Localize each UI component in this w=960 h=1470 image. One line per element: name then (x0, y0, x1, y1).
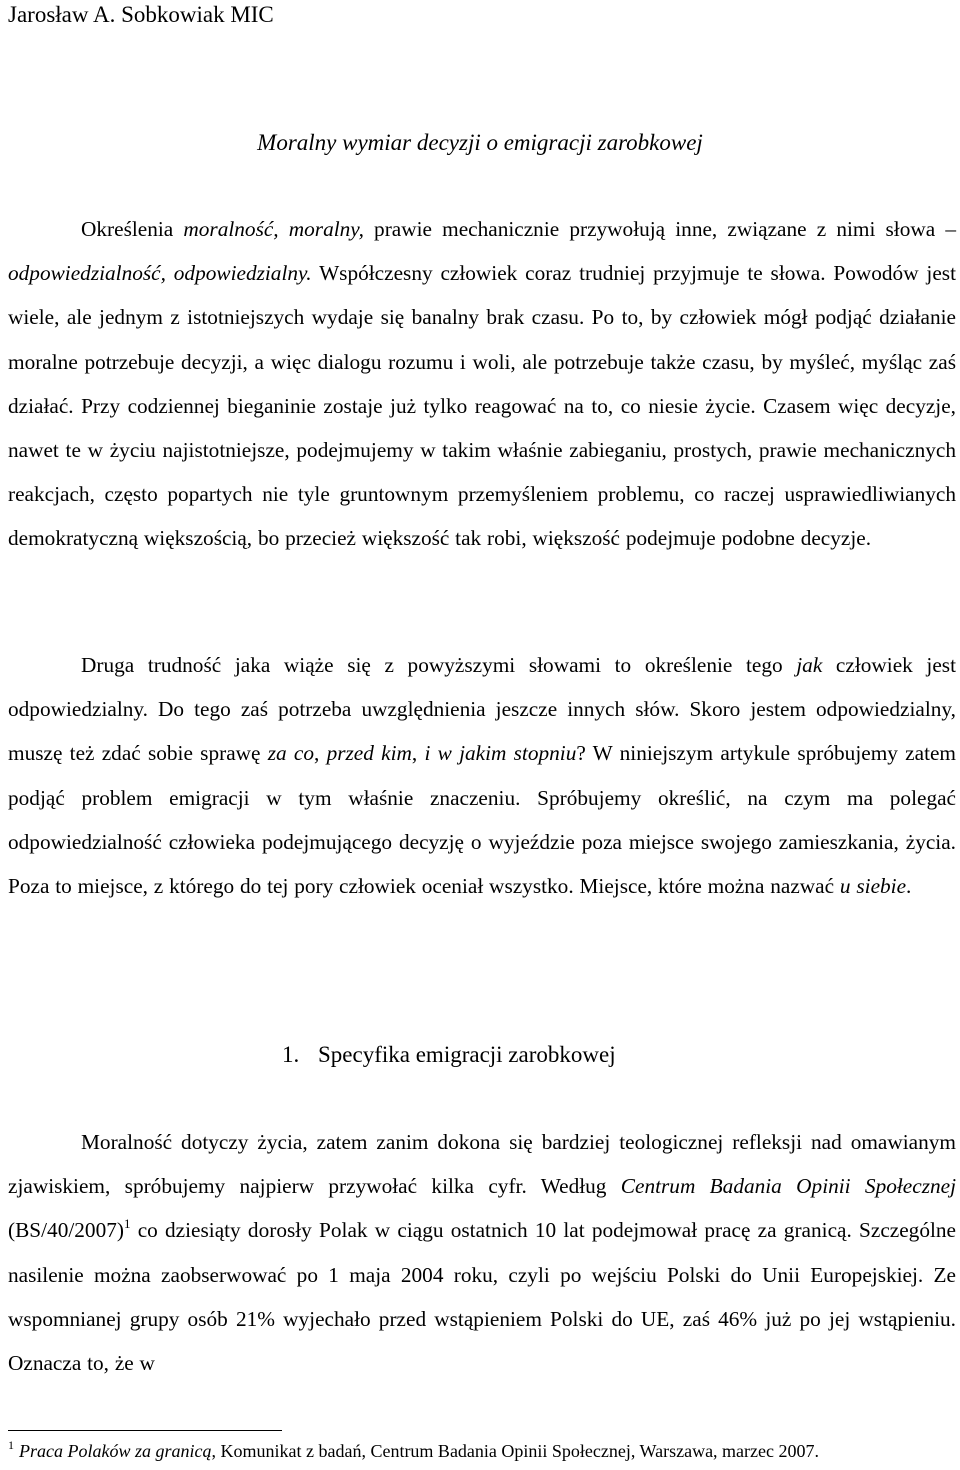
p2-italic: za co (267, 741, 314, 766)
section-number: 1. (282, 1042, 300, 1067)
footnote-marker: 1 (8, 1438, 14, 1452)
paragraph-2 (8, 643, 956, 908)
author-line: Jarosław A. Sobkowiak MIC (8, 2, 274, 27)
p3-text: Moralność dotyczy życia, zatem zanim dokona się bardziej teologicznej refleksji nad omawianym zjawiskiem, spróbujemy najpierw przywołać kilka cyfr. Według (8, 1130, 956, 1199)
p2-italic: jak (796, 653, 823, 677)
p3-text: (BS/40/2007) (8, 1218, 124, 1243)
p2-italic: i w jakim stopniu (424, 741, 577, 766)
p2-text: człowiek jest odpowiedzialny. Do tego zaś potrzeba uwzględnienia jeszcze innych słów. Skoro jestem odpowiedzialny, muszę też zdać sobie sprawę (8, 653, 956, 766)
p1-text: prawie mechanicznie przywołują inne, związane z nimi słowa – (363, 217, 956, 241)
section-title: Specyfika emigracji zarobkowej (318, 1042, 616, 1067)
article-title: Moralny wymiar decyzji o emigracji zarobkowej (257, 130, 703, 155)
p2-text: ? W niniejszym artykule spróbujemy zatem podjąć problem emigracji w tym właśnie znaczeniu. Spróbujemy określić, na czym ma polegać odpowiedzialność człowieka podejmującego decyzję o wyjeździe poza miejsce swojego zamieszkania, życia. Poza to miejsce, z którego do tej pory człowiek oceniał wszystko. Miejsce, które można nazwać (8, 741, 956, 899)
paragraph-1 (8, 207, 956, 561)
p1-italic-terms: moralność, moralny, (183, 217, 364, 241)
paragraph-3 (8, 1120, 956, 1385)
p1-italic-terms: odpowiedzialność, odpowiedzialny. (8, 261, 312, 286)
p2-italic: przed kim (326, 741, 412, 766)
footnote-divider (8, 1430, 282, 1431)
section-heading (282, 1040, 616, 1070)
footnote-italic-title: Praca Polaków za granicą (19, 1441, 212, 1461)
p2-text: , (411, 741, 425, 766)
p2-text: Druga trudność jaka wiąże się z powyższymi słowami to określenie tego (81, 653, 797, 677)
p2-text: . (906, 874, 912, 899)
p3-text: co dziesiąty dorosły Polak w ciągu ostatnich 10 lat podejmował pracę za granicą. Szczególne nasilenie można zaobserwować po 1 maja 2004 roku, czyli po wejściu Polski do Unii Europejskiej. Ze wspomnianej grupy osób 21% wyjechało przed wstąpieniem Polski do UE, zaś 46% już po jej wstąpieniu. Oznacza to, że w (8, 1218, 956, 1376)
p2-text: , (314, 741, 327, 766)
p3-italic-source: Centrum Badania Opinii Społecznej (620, 1174, 956, 1199)
footnote (8, 1438, 819, 1464)
footnote-text: , Komunikat z badań, Centrum Badania Opinii Społecznej, Warszawa, marzec 2007. (211, 1441, 820, 1461)
p1-text: Określenia (81, 217, 184, 241)
footnote-reference[interactable]: 1 (123, 1216, 131, 1232)
p2-italic: u siebie (839, 874, 907, 899)
p1-text: Współczesny człowiek coraz trudniej przyjmuje te słowa. Powodów jest wiele, ale jednym z istotniejszych wydaje się banalny brak czasu. Po to, by człowiek mógł podjąć działanie moralne potrzebuje decyzji, a więc dialogu rozumu i woli, ale potrzebuje także czasu, by myśleć, myśląc zaś działać. Przy codziennej bieganinie zostaje już tylko reagować na to, co niesie życie. Czasem więc decyzje, nawet te w życiu najistotniejsze, podejmujemy w takim właśnie zabieganiu, prostych, prawie mechanicznych reakcjach, często popartych nie tyle gruntownym przemyśleniem problemu, co raczej usprawiedliwianych demokratyczną większością, bo przecież większość tak robi, większość podejmuje podobne decyzje. (8, 261, 956, 551)
